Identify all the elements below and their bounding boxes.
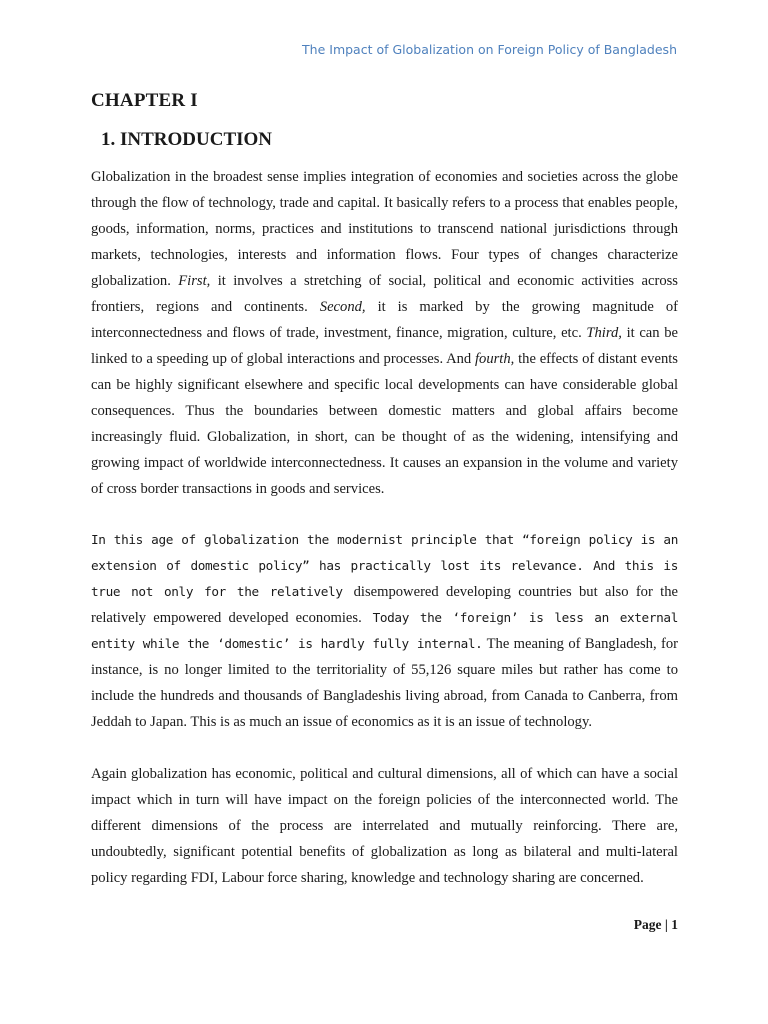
paragraph-foreign-policy (91, 527, 678, 735)
emphasis-fourth: fourth, (474, 351, 515, 367)
running-header: The Impact of Globalization on Foreign Policy of Bangladesh (302, 42, 677, 57)
paragraph-text-segment: The meaning of Bangladesh, for instance, is no longer limited to the territoriality of 55,126 square miles but rather has come to include the hundreds and thousands of Bangladeshis living abroad, from Canada to Canberra, from Jeddah to Japan. This is as much an issue of economics as it is an issue of technology. (91, 636, 679, 730)
emphasis-first: First, (178, 273, 211, 289)
paragraph-text-segment: it is marked by the growing magnitude of interconnectedness and flows of trade, investment, finance, migration, culture, etc. (91, 299, 678, 341)
paragraph-text-segment: it can be linked to a speeding up of global interactions and processes. And (91, 325, 678, 367)
paragraph-text-segment: disempowered developing countries but also for the relatively empowered developed economies. (91, 584, 678, 626)
emphasis-second: Second, (319, 299, 366, 315)
paragraph-introduction (91, 164, 678, 502)
section-heading: 1. INTRODUCTION (101, 129, 273, 150)
paragraph-text-segment: Today the ‘foreign’ is less an external entity while the ‘domestic’ is hardly fully internal. (91, 610, 678, 651)
paragraph-text-segment: it involves a stretching of social, political and economic activities across frontiers, regions and continents. (91, 273, 678, 315)
emphasis-third: Third, (586, 325, 622, 341)
paragraph-dimensions: Again globalization has economic, political and cultural dimensions, all of which can have a social impact which in turn will have impact on the foreign policies of the interconnected world. The different dimensions of the process are interrelated and mutually reinforcing. There are, undoubtedly, significant potential benefits of globalization as long as bilateral and multi-lateral policy regarding FDI, Labour force sharing, knowledge and technology sharing are concerned. (91, 766, 678, 886)
paragraph-text-segment: Globalization in the broadest sense implies integration of economies and societies across the globe through the flow of technology, trade and capital. It basically refers to a process that enables people, goods, information, norms, practices and institutions to transcend national jurisdictions through markets, technologies, interests and information flows. Four types of changes characterize globalization. (91, 169, 678, 289)
paragraph-text-segment: In this age of globalization the modernist principle that “foreign policy is an extension of domestic policy” has practically lost its relevance. And this is true not only for the relatively (91, 532, 678, 599)
page-number: Page | 1 (633, 917, 678, 932)
chapter-title: CHAPTER I (91, 90, 198, 111)
paragraph-text-segment: the effects of distant events can be highly significant elsewhere and specific local developments can have considerable global consequences. Thus the boundaries between domestic matters and global affairs become increasingly fluid. Globalization, in short, can be thought of as the widening, intensifying and growing impact of worldwide interconnectedness. It causes an expansion in the volume and variety of cross border transactions in goods and services. (91, 351, 678, 497)
